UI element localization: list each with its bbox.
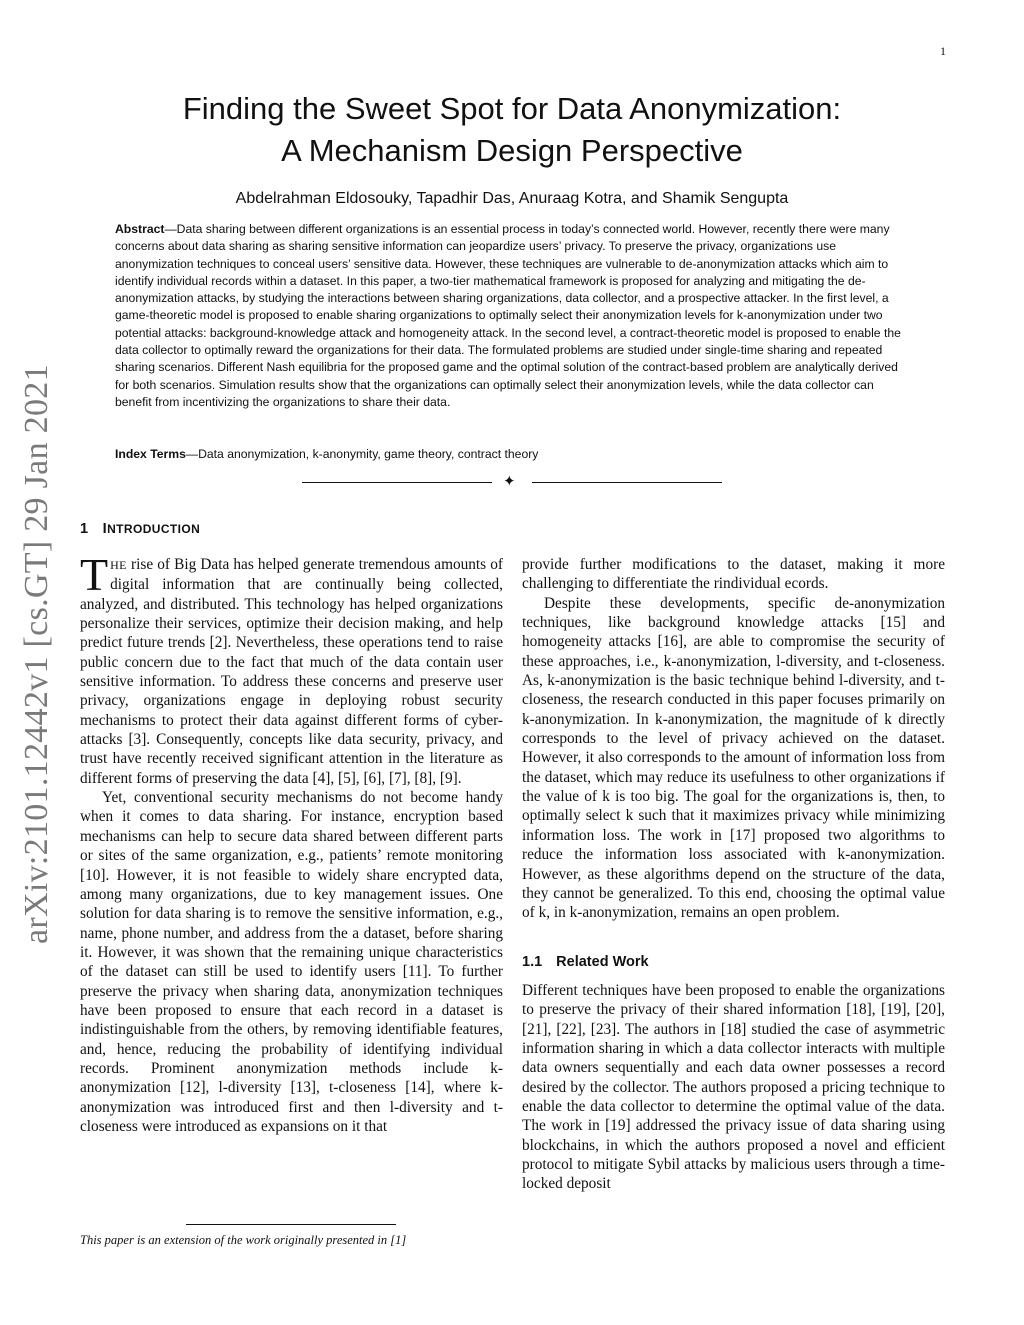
divider-diamond-icon: ✦	[503, 474, 516, 490]
page-number: 1	[940, 44, 946, 58]
footnote-rule	[186, 1224, 396, 1225]
related-work-paragraph-1: Different techniques have been proposed to enable the organizations to preserve the privacy of their shared information [18], [19], [20], [21], [22], [23]. The authors in [18] studied the case of asymmetric information sharing in which a data collector interacts with multiple data owners sequentially and each data owner possesses a record desired by the collector. The authors proposed a pricing technique to enable the data collector to determine the optimal value of the data. The work in [19] addressed the privacy issue of data sharing using blockchains, in which the authors proposed a novel and efficient protocol to mitigate Sybil attacks by malicious users through a time-locked deposit	[522, 981, 945, 1193]
index-terms-text: —Data anonymization, k-anonymity, game theory, contract theory	[185, 447, 539, 461]
divider-line-left	[302, 482, 492, 483]
intro-paragraph-2: Yet, conventional security mechanisms do not become handy when it comes to data sharing. For instance, encryption based mechanisms can help to secure data shared between different parts or sites of the same organization, e.g., patients’ remote monitoring [10]. However, it is not feasible to widely share encrypted data, among many organizations, due to key management issues. One solution for data sharing is to remove the sensitive information, e.g., name, phone number, and address from the a dataset, before sharing it. However, it was shown that the remaining unique characteristics of the dataset can still be used to identify users [11]. To further preserve the privacy when sharing data, anonymization techniques have been proposed to ensure that each record in a dataset is indistinguishable from the others, by removing identifiable features, and, hence, reducing the probability of identifying individual records. Prominent anonymization methods include k-anonymization [12], l-diversity [13], t-closeness [14], where k-anonymization was introduced first and then l-diversity and t-closeness were introduced as expansions on it that	[80, 789, 503, 1135]
author-list: Abdelrahman Eldosouky, Tapadhir Das, Anuraag Kotra, and Shamik Sengupta	[235, 190, 789, 207]
footnote: This paper is an extension of the work originally presented in [1]	[80, 1233, 407, 1247]
paper-title-line-1: Finding the Sweet Spot for Data Anonymization:	[182, 91, 842, 126]
section-title-rest: NTRODUCTION	[107, 522, 201, 536]
paper-title	[80, 88, 944, 172]
abstract	[115, 221, 912, 411]
intro-paragraph-3: provide further modifications to the dataset, making it more challenging to differentiate the rindividual ecords.	[522, 556, 945, 593]
paper-title-line-2: A Mechanism Design Perspective	[281, 133, 743, 168]
index-terms-label: Index Terms	[115, 447, 186, 461]
abstract-label: Abstract	[115, 222, 165, 236]
intro-paragraph-1	[80, 549, 503, 788]
arxiv-identifier-stamp: arXiv:2101.12442v1 [cs.GT] 29 Jan 2021	[18, 364, 55, 944]
subsection-number: 1.1	[522, 953, 543, 970]
index-terms	[115, 447, 912, 461]
body-column-right	[522, 555, 945, 1194]
intro-smallcaps: HE	[110, 558, 127, 572]
body-column-left	[80, 549, 503, 1136]
section-title-initial: I	[102, 521, 108, 537]
drop-cap: T	[80, 549, 109, 600]
intro-paragraph-1-text: rise of Big Data has helped generate tremendous amounts of digital information that are continually being collected, analyzed, and distributed. This technology has helped organizations personalize their services, optimize their decision making, and help predict future trends [2]. Nevertheless, these operations tend to raise public concern due to the fact that much of the data contain user sensitive information. To address these concerns and preserve user privacy, organizations engage in deploying robust security mechanisms to protect their data against different forms of cyber-attacks [3]. Consequently, concepts like data security, privacy, and trust have recently received significant attention in the literature as different forms of preserving the data [4], [5], [6], [7], [8], [9].	[80, 556, 503, 787]
section-divider	[302, 474, 722, 490]
divider-line-right	[532, 482, 722, 483]
intro-paragraph-4: Despite these developments, specific de-anonymization techniques, like background knowledge attacks [15] and homogeneity attacks [16], are able to compromise the security of these approaches, i.e., k-anonymization, l-diversity, and t-closeness. As, k-anonymization is the basic technique behind l-diversity, and t-closeness, the research conducted in this paper focuses primarily on k-anonymization. In k-anonymization, the magnitude of k directly corresponds to the level of privacy achieved on the dataset. However, it also corresponds to the amount of information loss from the dataset, which may reduce its usefulness to other organizations if the value of k is too big. The goal for the organizations is, then, to optimally select k such that it maximizes privacy while minimizing information loss. The work in [17] proposed two algorithms to reduce the information loss associated with k-anonymization. However, as these algorithms depend on the structure of the data, they cannot be generalized. To this end, choosing the optimal value of k, in k-anonymization, remains an open problem.	[522, 594, 945, 922]
section-number: 1	[80, 521, 89, 537]
abstract-text: —Data sharing between different organizations is an essential process in today’s connected world. However, recently there were many concerns about data sharing as sharing sensitive information can jeopardize users’ privacy. To preserve the privacy, organizations use anonymization techniques to conceal users’ sensitive data. However, these techniques are vulnerable to de-anonymization attacks which aim to identify individual records within a dataset. In this paper, a two-tier mathematical framework is proposed for analyzing and mitigating the de-anonymization attacks, by studying the interactions between sharing organizations, data collector, and a prospective attacker. In the first level, a game-theoretic model is proposed to enable sharing organizations to optimally select their anonymization levels for k-anonymization under two potential attacks: background-knowledge attack and homogeneity attack. In the second level, a contract-theoretic model is proposed to enable the data collector to optimally reward the organizations for their data. The formulated problems are studied under single-time sharing and repeated sharing scenarios. Different Nash equilibria for the proposed game and the optimal solution of the contract-based problem are analytically derived for both scenarios. Simulation results show that the organizations can optimally select their anonymization levels, while the data collector can benefit from incentivizing the organizations to share their data.	[115, 222, 901, 409]
section-heading-introduction	[80, 521, 200, 537]
subsection-title: Related Work	[556, 953, 649, 970]
subsection-heading-related-work	[522, 953, 945, 972]
